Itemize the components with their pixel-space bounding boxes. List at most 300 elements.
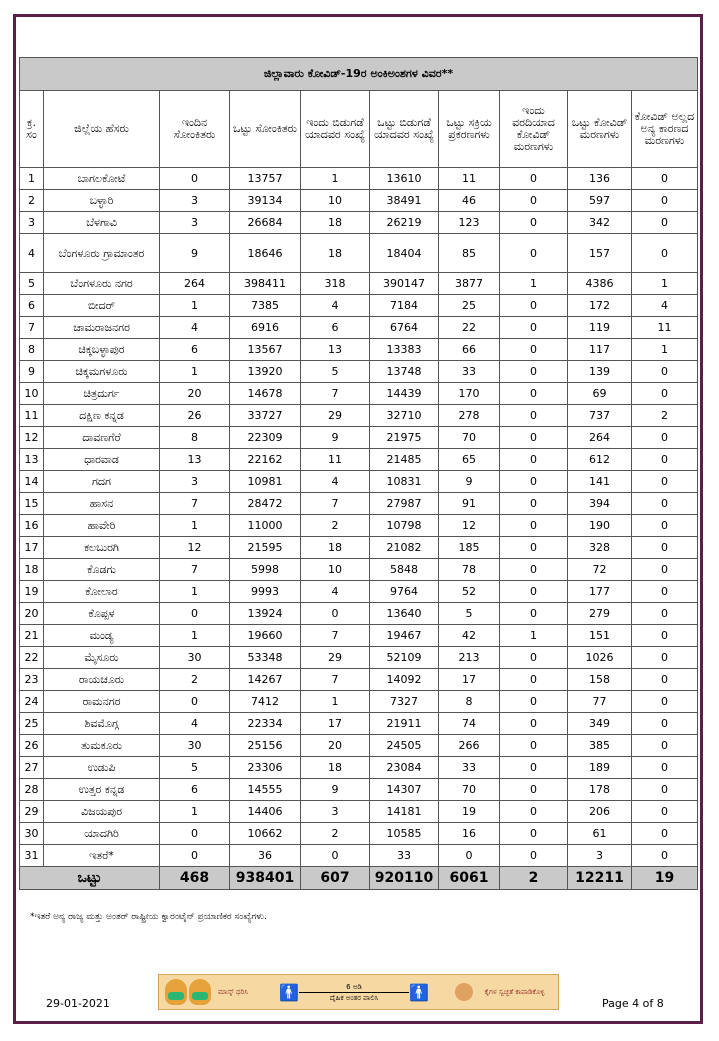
district-name-cell: ಚಿತ್ರದುರ್ಗ bbox=[44, 383, 160, 405]
value-cell: 9764 bbox=[370, 581, 439, 603]
value-cell: 33727 bbox=[230, 405, 301, 427]
value-cell: 5848 bbox=[370, 559, 439, 581]
distance-text: ದೈಹಿಕ ಅಂತರ ಪಾಲಿಸಿ bbox=[329, 993, 379, 1002]
value-cell: 20 bbox=[301, 735, 370, 757]
value-cell: 18 bbox=[301, 537, 370, 559]
value-cell: 18 bbox=[301, 212, 370, 234]
mask-group bbox=[165, 979, 253, 1005]
value-cell: 0 bbox=[632, 647, 698, 669]
value-cell: 266 bbox=[439, 735, 500, 757]
table-row bbox=[20, 339, 698, 361]
value-cell: 6916 bbox=[230, 317, 301, 339]
value-cell: 123 bbox=[439, 212, 500, 234]
value-cell: 13383 bbox=[370, 339, 439, 361]
header-row bbox=[20, 91, 698, 168]
table-row bbox=[20, 735, 698, 757]
value-cell: 9993 bbox=[230, 581, 301, 603]
total-cell: 938401 bbox=[230, 867, 301, 890]
value-cell: 18 bbox=[301, 234, 370, 273]
serial-cell: 13 bbox=[20, 449, 44, 471]
masked-face-icon bbox=[165, 979, 187, 1005]
table-row bbox=[20, 801, 698, 823]
value-cell: 2 bbox=[160, 669, 230, 691]
value-cell: 0 bbox=[500, 845, 568, 867]
header-today-positive: ಇಂದಿನ ಸೋಂಕಿತರು bbox=[160, 91, 230, 168]
value-cell: 0 bbox=[500, 234, 568, 273]
district-name-cell: ಬೆಳಗಾವಿ bbox=[44, 212, 160, 234]
value-cell: 158 bbox=[568, 669, 632, 691]
total-label: ಒಟ್ಟು bbox=[20, 867, 160, 890]
total-cell: 468 bbox=[160, 867, 230, 890]
total-cell: 12211 bbox=[568, 867, 632, 890]
value-cell: 19467 bbox=[370, 625, 439, 647]
value-cell: 0 bbox=[500, 735, 568, 757]
total-cell: 6061 bbox=[439, 867, 500, 890]
value-cell: 1 bbox=[160, 295, 230, 317]
district-name-cell: ಗದಗ bbox=[44, 471, 160, 493]
value-cell: 13610 bbox=[370, 168, 439, 190]
serial-cell: 18 bbox=[20, 559, 44, 581]
district-name-cell: ಬಾಗಲಕೋಟೆ bbox=[44, 168, 160, 190]
value-cell: 264 bbox=[160, 273, 230, 295]
serial-cell: 3 bbox=[20, 212, 44, 234]
header-active: ಒಟ್ಟು ಸಕ್ರಿಯ ಪ್ರಕರಣಗಳು bbox=[439, 91, 500, 168]
district-name-cell: ದಕ್ಷಿಣ ಕನ್ನಡ bbox=[44, 405, 160, 427]
value-cell: 42 bbox=[439, 625, 500, 647]
value-cell: 14307 bbox=[370, 779, 439, 801]
table-row bbox=[20, 757, 698, 779]
serial-cell: 4 bbox=[20, 234, 44, 273]
table-row bbox=[20, 845, 698, 867]
value-cell: 0 bbox=[500, 713, 568, 735]
header-total-deaths: ಒಟ್ಟು ಕೋವಿಡ್ ಮರಣಗಳು bbox=[568, 91, 632, 168]
table-row bbox=[20, 581, 698, 603]
value-cell: 390147 bbox=[370, 273, 439, 295]
district-name-cell: ಮಂಡ್ಯ bbox=[44, 625, 160, 647]
value-cell: 0 bbox=[439, 845, 500, 867]
value-cell: 4 bbox=[301, 581, 370, 603]
value-cell: 19660 bbox=[230, 625, 301, 647]
masked-face-icon bbox=[189, 979, 211, 1005]
serial-cell: 15 bbox=[20, 493, 44, 515]
value-cell: 0 bbox=[500, 317, 568, 339]
value-cell: 328 bbox=[568, 537, 632, 559]
page-number: Page 4 of 8 bbox=[602, 997, 664, 1010]
serial-cell: 26 bbox=[20, 735, 44, 757]
value-cell: 19 bbox=[439, 801, 500, 823]
serial-cell: 27 bbox=[20, 757, 44, 779]
value-cell: 65 bbox=[439, 449, 500, 471]
value-cell: 4 bbox=[301, 471, 370, 493]
value-cell: 0 bbox=[632, 625, 698, 647]
value-cell: 0 bbox=[500, 515, 568, 537]
value-cell: 7 bbox=[160, 493, 230, 515]
value-cell: 21595 bbox=[230, 537, 301, 559]
value-cell: 11 bbox=[632, 317, 698, 339]
value-cell: 1 bbox=[160, 515, 230, 537]
table-row bbox=[20, 427, 698, 449]
value-cell: 0 bbox=[160, 823, 230, 845]
district-name-cell: ಬಳ್ಳಾರಿ bbox=[44, 190, 160, 212]
value-cell: 0 bbox=[632, 559, 698, 581]
value-cell: 141 bbox=[568, 471, 632, 493]
value-cell: 157 bbox=[568, 234, 632, 273]
table-row bbox=[20, 234, 698, 273]
value-cell: 213 bbox=[439, 647, 500, 669]
value-cell: 190 bbox=[568, 515, 632, 537]
value-cell: 14678 bbox=[230, 383, 301, 405]
value-cell: 3877 bbox=[439, 273, 500, 295]
value-cell: 0 bbox=[500, 190, 568, 212]
district-name-cell: ಹಾಸನ bbox=[44, 493, 160, 515]
serial-cell: 25 bbox=[20, 713, 44, 735]
table-row bbox=[20, 603, 698, 625]
value-cell: 33 bbox=[439, 361, 500, 383]
value-cell: 0 bbox=[500, 581, 568, 603]
value-cell: 36 bbox=[230, 845, 301, 867]
value-cell: 24505 bbox=[370, 735, 439, 757]
district-name-cell: ಕೊಡಗು bbox=[44, 559, 160, 581]
value-cell: 14092 bbox=[370, 669, 439, 691]
value-cell: 0 bbox=[500, 449, 568, 471]
value-cell: 3 bbox=[301, 801, 370, 823]
serial-cell: 24 bbox=[20, 691, 44, 713]
value-cell: 0 bbox=[500, 669, 568, 691]
value-cell: 172 bbox=[568, 295, 632, 317]
value-cell: 23084 bbox=[370, 757, 439, 779]
value-cell: 0 bbox=[301, 845, 370, 867]
table-row bbox=[20, 559, 698, 581]
value-cell: 612 bbox=[568, 449, 632, 471]
value-cell: 0 bbox=[500, 823, 568, 845]
value-cell: 0 bbox=[301, 603, 370, 625]
value-cell: 9 bbox=[160, 234, 230, 273]
value-cell: 0 bbox=[632, 234, 698, 273]
value-cell: 0 bbox=[632, 449, 698, 471]
total-cell: 920110 bbox=[370, 867, 439, 890]
value-cell: 0 bbox=[632, 581, 698, 603]
report-date: 29-01-2021 bbox=[46, 997, 110, 1010]
value-cell: 33 bbox=[439, 757, 500, 779]
district-name-cell: ಬೆಂಗಳೂರು ನಗರ bbox=[44, 273, 160, 295]
value-cell: 16 bbox=[439, 823, 500, 845]
value-cell: 4386 bbox=[568, 273, 632, 295]
value-cell: 0 bbox=[632, 361, 698, 383]
value-cell: 0 bbox=[632, 427, 698, 449]
value-cell: 1 bbox=[301, 168, 370, 190]
header-non-covid-deaths: ಕೋವಿಡ್ ಅಲ್ಲದ ಅನ್ಯ ಕಾರಣದ ಮರಣಗಳು bbox=[632, 91, 698, 168]
value-cell: 5 bbox=[439, 603, 500, 625]
value-cell: 0 bbox=[500, 757, 568, 779]
district-name-cell: ಧಾರವಾಡ bbox=[44, 449, 160, 471]
value-cell: 7 bbox=[160, 559, 230, 581]
value-cell: 2 bbox=[301, 515, 370, 537]
header-district: ಜಿಲ್ಲೆಯ ಹೆಸರು bbox=[44, 91, 160, 168]
serial-cell: 6 bbox=[20, 295, 44, 317]
value-cell: 26 bbox=[160, 405, 230, 427]
value-cell: 74 bbox=[439, 713, 500, 735]
value-cell: 0 bbox=[632, 190, 698, 212]
value-cell: 18404 bbox=[370, 234, 439, 273]
district-name-cell: ಹಾವೇರಿ bbox=[44, 515, 160, 537]
value-cell: 0 bbox=[500, 493, 568, 515]
value-cell: 0 bbox=[500, 603, 568, 625]
value-cell: 9 bbox=[301, 779, 370, 801]
value-cell: 10 bbox=[301, 190, 370, 212]
value-cell: 13757 bbox=[230, 168, 301, 190]
header-total-positive: ಒಟ್ಟು ಸೋಂಕಿತರು bbox=[230, 91, 301, 168]
value-cell: 737 bbox=[568, 405, 632, 427]
value-cell: 349 bbox=[568, 713, 632, 735]
value-cell: 38491 bbox=[370, 190, 439, 212]
value-cell: 2 bbox=[632, 405, 698, 427]
value-cell: 0 bbox=[500, 801, 568, 823]
value-cell: 21082 bbox=[370, 537, 439, 559]
total-cell: 2 bbox=[500, 867, 568, 890]
value-cell: 18 bbox=[301, 757, 370, 779]
value-cell: 2 bbox=[301, 823, 370, 845]
district-name-cell: ಶಿವಮೊಗ್ಗ bbox=[44, 713, 160, 735]
value-cell: 0 bbox=[632, 603, 698, 625]
value-cell: 185 bbox=[439, 537, 500, 559]
value-cell: 0 bbox=[632, 537, 698, 559]
value-cell: 66 bbox=[439, 339, 500, 361]
value-cell: 30 bbox=[160, 735, 230, 757]
district-name-cell: ಕೊಪ್ಪಳ bbox=[44, 603, 160, 625]
serial-cell: 17 bbox=[20, 537, 44, 559]
table-body bbox=[20, 168, 698, 867]
value-cell: 0 bbox=[500, 471, 568, 493]
value-cell: 0 bbox=[500, 295, 568, 317]
value-cell: 12 bbox=[439, 515, 500, 537]
value-cell: 13 bbox=[301, 339, 370, 361]
table-row bbox=[20, 713, 698, 735]
value-cell: 10662 bbox=[230, 823, 301, 845]
value-cell: 1 bbox=[160, 801, 230, 823]
serial-cell: 11 bbox=[20, 405, 44, 427]
value-cell: 13748 bbox=[370, 361, 439, 383]
value-cell: 22334 bbox=[230, 713, 301, 735]
table-row bbox=[20, 691, 698, 713]
district-name-cell: ತುಮಕೂರು bbox=[44, 735, 160, 757]
header-total-discharged: ಒಟ್ಟು ಬಿಡುಗಡೆ ಯಾದವರ ಸಂಖ್ಯೆ bbox=[370, 91, 439, 168]
value-cell: 0 bbox=[632, 383, 698, 405]
value-cell: 77 bbox=[568, 691, 632, 713]
value-cell: 39134 bbox=[230, 190, 301, 212]
value-cell: 70 bbox=[439, 779, 500, 801]
value-cell: 11000 bbox=[230, 515, 301, 537]
value-cell: 25 bbox=[439, 295, 500, 317]
value-cell: 0 bbox=[632, 515, 698, 537]
table-row bbox=[20, 515, 698, 537]
value-cell: 14406 bbox=[230, 801, 301, 823]
value-cell: 0 bbox=[500, 339, 568, 361]
table-row bbox=[20, 537, 698, 559]
table-row bbox=[20, 449, 698, 471]
value-cell: 1 bbox=[500, 625, 568, 647]
value-cell: 14181 bbox=[370, 801, 439, 823]
table-row bbox=[20, 405, 698, 427]
district-name-cell: ಕಲಬುರಗಿ bbox=[44, 537, 160, 559]
value-cell: 25156 bbox=[230, 735, 301, 757]
table-row bbox=[20, 779, 698, 801]
covid-statistics-table bbox=[19, 57, 698, 890]
value-cell: 7412 bbox=[230, 691, 301, 713]
value-cell: 6 bbox=[301, 317, 370, 339]
value-cell: 5 bbox=[160, 757, 230, 779]
table-row bbox=[20, 493, 698, 515]
table-row bbox=[20, 168, 698, 190]
value-cell: 5 bbox=[301, 361, 370, 383]
value-cell: 22309 bbox=[230, 427, 301, 449]
district-name-cell: ಮೈಸೂರು bbox=[44, 647, 160, 669]
district-name-cell: ಬೀದರ್ bbox=[44, 295, 160, 317]
total-cell: 19 bbox=[632, 867, 698, 890]
value-cell: 0 bbox=[632, 471, 698, 493]
district-name-cell: ಯಾದಗಿರಿ bbox=[44, 823, 160, 845]
table-row bbox=[20, 295, 698, 317]
district-name-cell: ದಾವಣಗೆರೆ bbox=[44, 427, 160, 449]
value-cell: 53348 bbox=[230, 647, 301, 669]
distance-label bbox=[299, 982, 409, 1003]
header-today-deaths: ಇಂದು ವರದಿಯಾದ ಕೋವಿಡ್ ಮರಣಗಳು bbox=[500, 91, 568, 168]
value-cell: 1 bbox=[301, 691, 370, 713]
value-cell: 46 bbox=[439, 190, 500, 212]
value-cell: 13 bbox=[160, 449, 230, 471]
header-sl: ಕ್ರ. ಸಂ bbox=[20, 91, 44, 168]
value-cell: 189 bbox=[568, 757, 632, 779]
district-name-cell: ಬೆಂಗಳೂರು ಗ್ರಾಮಾಂತರ bbox=[44, 234, 160, 273]
serial-cell: 16 bbox=[20, 515, 44, 537]
value-cell: 178 bbox=[568, 779, 632, 801]
value-cell: 28472 bbox=[230, 493, 301, 515]
value-cell: 5998 bbox=[230, 559, 301, 581]
value-cell: 78 bbox=[439, 559, 500, 581]
value-cell: 10 bbox=[301, 559, 370, 581]
value-cell: 10798 bbox=[370, 515, 439, 537]
table-row bbox=[20, 471, 698, 493]
value-cell: 1026 bbox=[568, 647, 632, 669]
serial-cell: 21 bbox=[20, 625, 44, 647]
value-cell: 0 bbox=[160, 845, 230, 867]
value-cell: 11 bbox=[301, 449, 370, 471]
value-cell: 342 bbox=[568, 212, 632, 234]
value-cell: 0 bbox=[500, 779, 568, 801]
value-cell: 398411 bbox=[230, 273, 301, 295]
header-today-discharged: ಇಂದು ಬಿಡುಗಡೆ ಯಾದವರ ಸಂಖ್ಯೆ bbox=[301, 91, 370, 168]
district-name-cell: ವಿಜಯಪುರ bbox=[44, 801, 160, 823]
value-cell: 14439 bbox=[370, 383, 439, 405]
value-cell: 7 bbox=[301, 383, 370, 405]
serial-cell: 19 bbox=[20, 581, 44, 603]
value-cell: 1 bbox=[632, 273, 698, 295]
value-cell: 0 bbox=[160, 691, 230, 713]
serial-cell: 5 bbox=[20, 273, 44, 295]
value-cell: 151 bbox=[568, 625, 632, 647]
value-cell: 10585 bbox=[370, 823, 439, 845]
table-row bbox=[20, 669, 698, 691]
serial-cell: 29 bbox=[20, 801, 44, 823]
value-cell: 52109 bbox=[370, 647, 439, 669]
value-cell: 0 bbox=[632, 168, 698, 190]
mask-text: ಮಾಸ್ಕ್ ಧರಿಸಿ bbox=[218, 987, 248, 996]
value-cell: 394 bbox=[568, 493, 632, 515]
value-cell: 1 bbox=[632, 339, 698, 361]
value-cell: 3 bbox=[160, 471, 230, 493]
handwash-text: ಕೈಗಳ ಸ್ವಚ್ಛತೆ ಕಾಪಾಡಿಕೊಳ್ಳಿ bbox=[484, 987, 545, 996]
value-cell: 10981 bbox=[230, 471, 301, 493]
value-cell: 119 bbox=[568, 317, 632, 339]
value-cell: 0 bbox=[632, 735, 698, 757]
value-cell: 9 bbox=[301, 427, 370, 449]
district-name-cell: ಚಿಕ್ಕಮಗಳೂರು bbox=[44, 361, 160, 383]
value-cell: 0 bbox=[632, 493, 698, 515]
value-cell: 0 bbox=[500, 559, 568, 581]
table-row bbox=[20, 317, 698, 339]
value-cell: 6 bbox=[160, 339, 230, 361]
value-cell: 117 bbox=[568, 339, 632, 361]
value-cell: 264 bbox=[568, 427, 632, 449]
value-cell: 26684 bbox=[230, 212, 301, 234]
value-cell: 13920 bbox=[230, 361, 301, 383]
value-cell: 3 bbox=[160, 212, 230, 234]
table-title: ಜಿಲ್ಲಾವಾರು ಕೋವಿಡ್-19ರ ಅಂಕಿಅಂಶಗಳ ವಿವರ** bbox=[20, 58, 698, 91]
serial-cell: 2 bbox=[20, 190, 44, 212]
value-cell: 7184 bbox=[370, 295, 439, 317]
value-cell: 136 bbox=[568, 168, 632, 190]
district-name-cell: ಕೋಲಾರ bbox=[44, 581, 160, 603]
value-cell: 4 bbox=[160, 713, 230, 735]
value-cell: 4 bbox=[160, 317, 230, 339]
value-cell: 30 bbox=[160, 647, 230, 669]
value-cell: 20 bbox=[160, 383, 230, 405]
value-cell: 0 bbox=[632, 669, 698, 691]
value-cell: 12 bbox=[160, 537, 230, 559]
serial-cell: 12 bbox=[20, 427, 44, 449]
distance-value: 6 ಅಡಿ bbox=[346, 982, 362, 991]
value-cell: 10831 bbox=[370, 471, 439, 493]
value-cell: 21485 bbox=[370, 449, 439, 471]
safety-banner bbox=[158, 974, 559, 1010]
value-cell: 177 bbox=[568, 581, 632, 603]
serial-cell: 23 bbox=[20, 669, 44, 691]
value-cell: 206 bbox=[568, 801, 632, 823]
value-cell: 27987 bbox=[370, 493, 439, 515]
serial-cell: 8 bbox=[20, 339, 44, 361]
value-cell: 385 bbox=[568, 735, 632, 757]
value-cell: 22162 bbox=[230, 449, 301, 471]
value-cell: 29 bbox=[301, 405, 370, 427]
value-cell: 9 bbox=[439, 471, 500, 493]
value-cell: 17 bbox=[301, 713, 370, 735]
value-cell: 0 bbox=[632, 845, 698, 867]
value-cell: 0 bbox=[500, 691, 568, 713]
value-cell: 13924 bbox=[230, 603, 301, 625]
value-cell: 21911 bbox=[370, 713, 439, 735]
district-name-cell: ಉಡುಪಿ bbox=[44, 757, 160, 779]
value-cell: 0 bbox=[500, 361, 568, 383]
value-cell: 4 bbox=[632, 295, 698, 317]
value-cell: 1 bbox=[500, 273, 568, 295]
value-cell: 0 bbox=[632, 801, 698, 823]
value-cell: 14267 bbox=[230, 669, 301, 691]
value-cell: 0 bbox=[500, 168, 568, 190]
value-cell: 8 bbox=[160, 427, 230, 449]
district-name-cell: ಚಿಕ್ಕಬಳ್ಳಾಪುರ bbox=[44, 339, 160, 361]
table-row bbox=[20, 823, 698, 845]
value-cell: 11 bbox=[439, 168, 500, 190]
table-row bbox=[20, 212, 698, 234]
